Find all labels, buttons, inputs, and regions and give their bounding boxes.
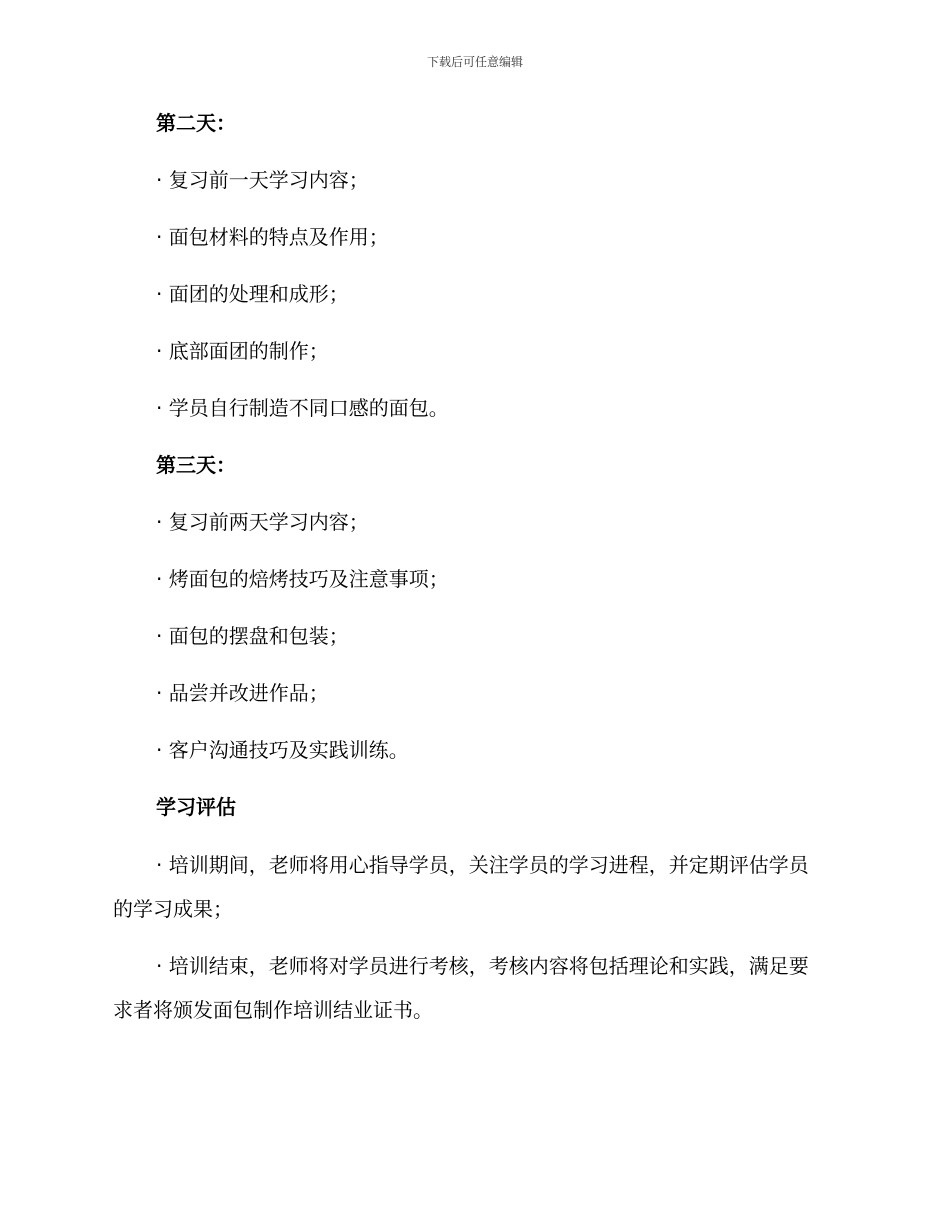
day2-item: · 复习前一天学习内容；	[156, 168, 369, 192]
assessment-paragraph: · 培训期间，老师将用心指导学员，关注学员的学习进程，并定期评估学员的学习成果；	[113, 853, 809, 921]
day3-item: · 面包的摆盘和包装；	[156, 624, 349, 648]
assessment-heading: 学习评估	[156, 795, 236, 819]
day3-item: · 品尝并改进作品；	[156, 681, 329, 705]
assessment-paragraphs	[113, 843, 825, 1032]
day3-heading: 第三天：	[156, 453, 236, 477]
day3-item: · 烤面包的焙烤技巧及注意事项；	[156, 567, 449, 591]
day3-item: · 复习前两天学习内容；	[156, 510, 369, 534]
day2-item: · 面包材料的特点及作用；	[156, 225, 389, 249]
header-note: 下载后可任意编辑	[426, 55, 523, 69]
day3-item: · 客户沟通技巧及实践训练。	[156, 738, 409, 762]
document-body	[113, 110, 825, 1045]
day2-item: · 底部面团的制作；	[156, 339, 329, 363]
day2-item: · 学员自行制造不同口感的面包。	[156, 396, 449, 420]
day2-heading: 第二天：	[156, 111, 236, 135]
assessment-paragraph: · 培训结束，老师将对学员进行考核，考核内容将包括理论和实践，满足要求者将颁发面包制作培训结业证书。	[113, 954, 809, 1022]
day2-item: · 面团的处理和成形；	[156, 282, 349, 306]
